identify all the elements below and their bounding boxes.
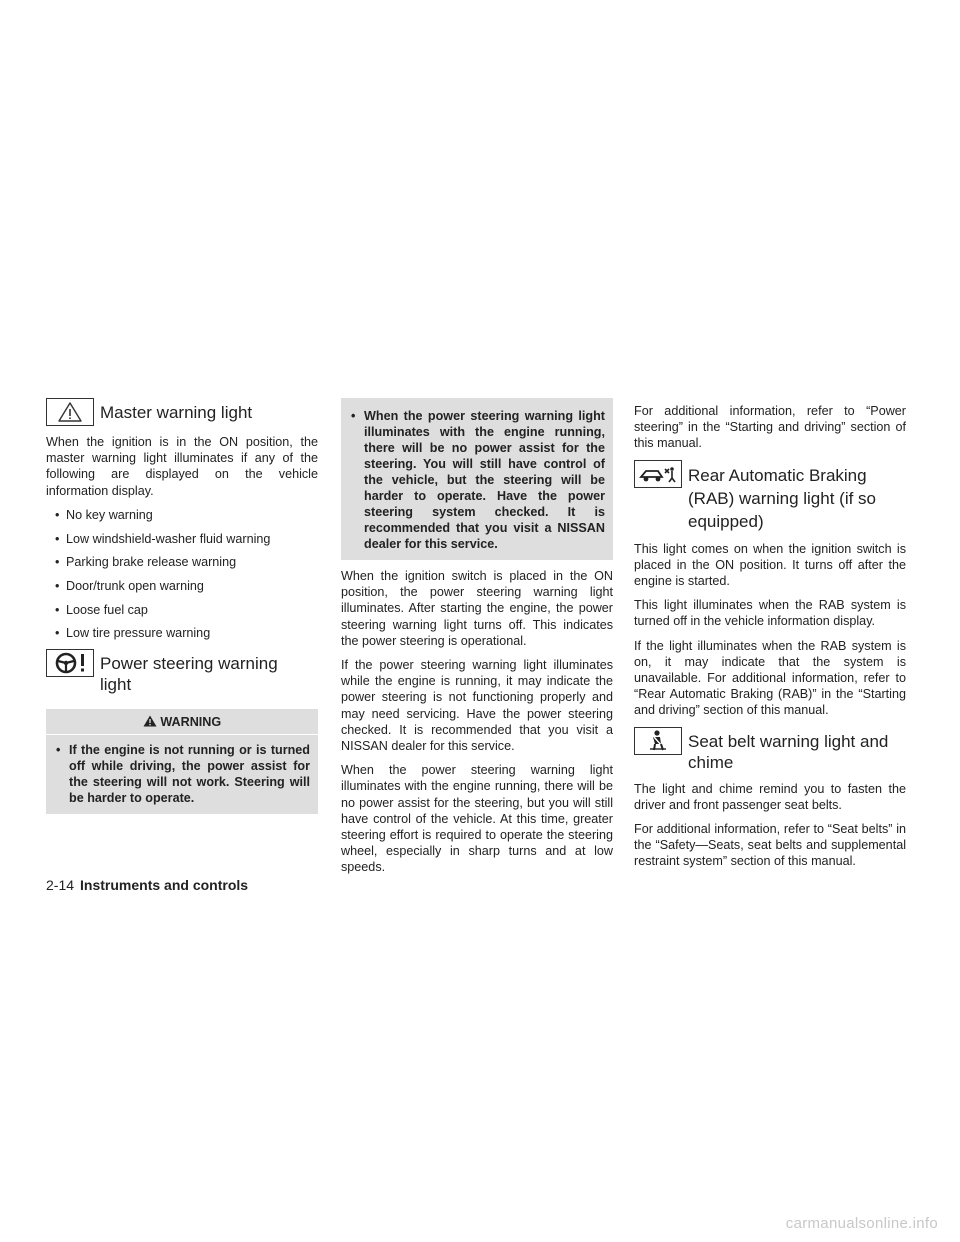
master-warning-heading (46, 398, 318, 426)
seatbelt-heading (634, 727, 906, 773)
rear-braking-icon (634, 460, 682, 488)
power-steering-paragraph-1: When the ignition switch is placed in the ON position, the power steering warning light illuminates. After starting the engine, the power steering warning light turns off. This indicates the power steering is operational. (341, 569, 613, 648)
warning-label-text: WARNING (160, 715, 222, 730)
rab-paragraph-1: This light comes on when the ignition switch is placed in the ON position. It turns off after the engine is started. (634, 541, 906, 589)
seatbelt-paragraph-2: For additional information, refer to “Seat belts” in the “Safety—Seats, seat belts and supplemental restraint system” section of this manual. (634, 822, 906, 869)
column-2 (341, 398, 613, 884)
list-item: • Low windshield-washer fluid warning (46, 531, 318, 547)
rab-title: Rear Automatic Braking (RAB) warning light (if so equipped) (688, 465, 877, 531)
warning-item: • When the power steering warning light illuminates with the engine running, there will be no power assist for the steering. You will still have control of the vehicle, but the steering will be harder to operate. Have the power steering system checked. It is recommended that you visit a NISSAN dealer for this service. (351, 408, 605, 552)
warning-item: • If the engine is not running or is turned off while driving, the power assist for the steering will not work. Steering will be harder to operate. (56, 742, 310, 806)
power-steering-warning-box (46, 709, 318, 814)
section-name: Instruments and controls (80, 877, 249, 893)
rab-paragraph-2: This light illuminates when the RAB system is turned off in the vehicle information display. (634, 598, 906, 629)
steering-wheel-warning-icon (46, 649, 94, 677)
seatbelt-paragraph-1: The light and chime remind you to fasten the driver and front passenger seat belts. (634, 781, 906, 812)
list-item: • Loose fuel cap (46, 602, 318, 618)
warning-label (46, 709, 318, 735)
page-footer (46, 877, 248, 893)
power-steering-paragraph-2: If the power steering warning light illuminates while the engine is running, it may indicate the power steering is not functioning properly and may need servicing. Have the power steering checked. It is recommended that you visit a NISSAN dealer for this service. (341, 658, 613, 754)
power-steering-heading (46, 649, 318, 695)
list-item: • Parking brake release warning (46, 554, 318, 570)
list-item: • No key warning (46, 507, 318, 523)
seatbelt-title: Seat belt warning light and chime (688, 731, 889, 772)
column-3 (634, 403, 906, 878)
list-item: • Door/trunk open warning (46, 578, 318, 594)
power-steering-paragraph-3: When the power steering warning light illuminates with the engine running, there will be no power assist for the steering, but you will still have control of the vehicle. At this time, greater steering effort is required to operate the steering wheel, especially in sharp turns and at low speeds. (341, 763, 613, 875)
power-steering-title: Power steering warning light (100, 654, 278, 695)
master-warning-intro: When the ignition is in the ON position, the master warning light illuminates if any of the following are displayed on the vehicle information display. (46, 435, 318, 498)
rab-paragraph-3: If the light illuminates when the RAB system is on, it may indicate that the system is unavailable. For additional information, refer to “Rear Automatic Braking (RAB)” in the “Starting and driving” section of this manual. (634, 638, 906, 718)
warning-triangle-icon (46, 398, 94, 426)
seat-belt-icon (634, 727, 682, 755)
column-1 (46, 398, 318, 814)
warning-triangle-icon (143, 715, 157, 727)
master-warning-title: Master warning light (100, 403, 253, 422)
power-steering-warning-box-continued (341, 398, 613, 560)
rab-heading (634, 460, 906, 533)
watermark: carmanualsonline.info (785, 1215, 938, 1232)
power-steering-paragraph-4: For additional information, refer to “Power steering” in the “Starting and driving” section of this manual. (634, 404, 906, 451)
master-warning-list (46, 507, 318, 642)
list-item: • Low tire pressure warning (46, 625, 318, 641)
page-number: 2-14 (46, 877, 75, 893)
